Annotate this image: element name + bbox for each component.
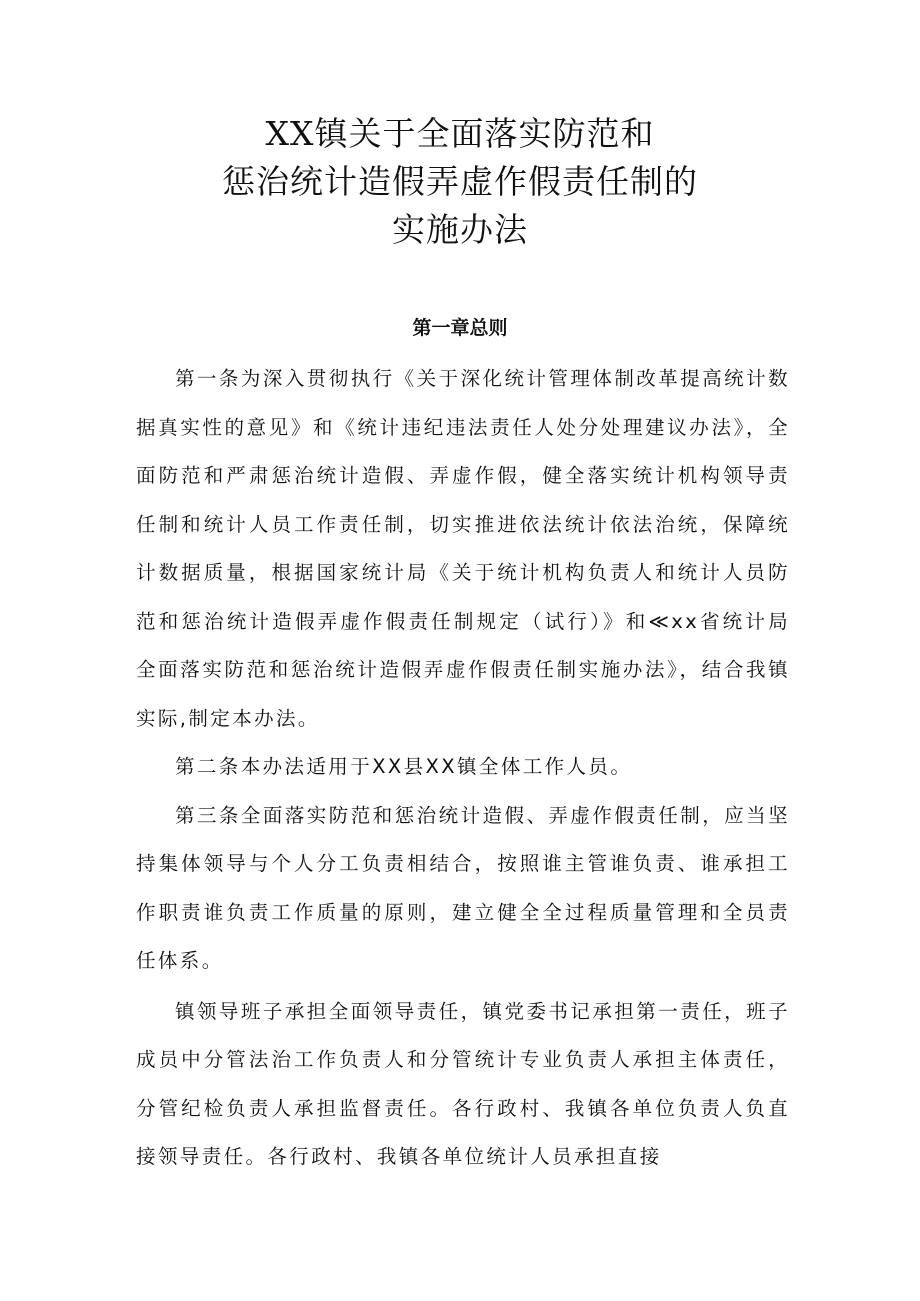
document-title [0, 110, 920, 254]
title-line-1: XX镇关于全面落实防范和 [265, 114, 655, 153]
document-body [136, 355, 790, 1182]
paragraph-responsibility: 镇领导班子承担全面领导责任，镇党委书记承担第一责任，班子成员中分管法治工作负责人和分管统计专业负责人承担主体责任，分管纪检负责人承担监督责任。各行政村、我镇各单位负责人负直接领导责任。各行政村、我镇各单位统计人员承担直接 [136, 999, 790, 1168]
paragraph-article-3: 第三条全面落实防范和惩治统计造假、弄虚作假责任制，应当坚持集体领导与个人分工负责相结合，按照谁主管谁负责、谁承担工作职责谁负责工作质量的原则，建立健全全过程质量管理和全员责任体系。 [136, 803, 790, 972]
chapter-heading: 第一章总则 [412, 317, 508, 339]
paragraph-article-1: 第一条为深入贯彻执行《关于深化统计管理体制改革提高统计数据真实性的意见》和《统计违纪违法责任人处分处理建议办法》，全面防范和严肃惩治统计造假、弄虚作假，健全落实统计机构领导责任制和统计人员工作责任制，切实推进依法统计依法治统，保障统计数据质量，根据国家统计局《关于统计机构负责人和统计人员防范和惩治统计造假弄虚作假责任制规定（试行）》和≪xx省统计局全面落实防范和惩治统计造假弄虚作假责任制实施办法》，结合我镇实际,制定本办法。 [136, 367, 790, 730]
title-line-2: 惩治统计造假弄虚作假责任制的 [222, 162, 698, 201]
paragraph-article-2: 第二条本办法适用于XX县XX镇全体工作人员。 [175, 755, 633, 778]
title-line-3: 实施办法 [392, 210, 528, 249]
